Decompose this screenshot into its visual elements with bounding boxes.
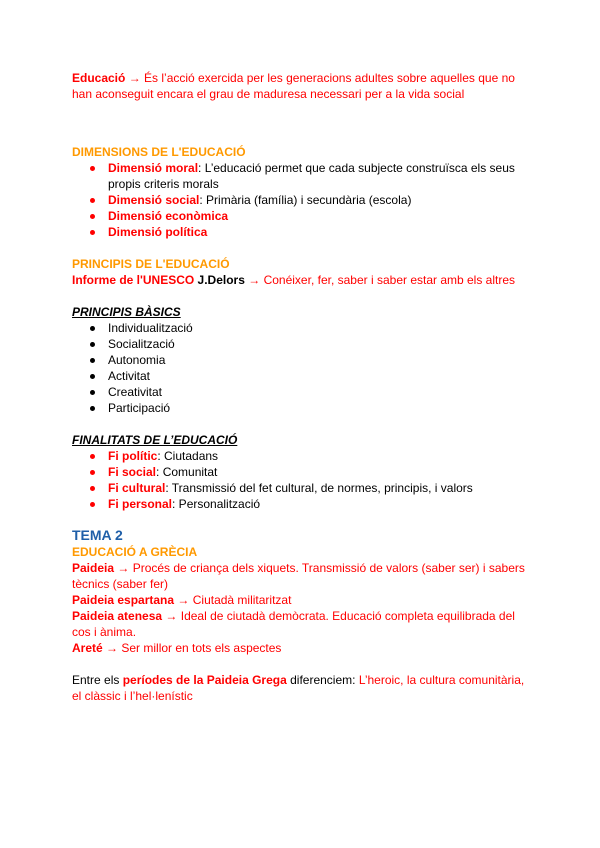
fi-text: : Personalització	[172, 497, 261, 511]
entry-arrow: →	[162, 609, 181, 623]
paideia-entry	[72, 560, 532, 592]
list-item	[72, 464, 532, 480]
list-item	[72, 192, 532, 208]
list-item: Socialització	[72, 336, 532, 352]
periods-text: L’heroic, la cultura comunitària, el clàssic i l’hel·lenístic	[72, 673, 525, 703]
entry-term: Paideia espartana	[72, 593, 175, 607]
entry-arrow: →	[114, 561, 133, 575]
list-item	[72, 224, 532, 240]
fi-term: Fi social	[108, 465, 157, 479]
entry-arrow: →	[102, 641, 122, 655]
finalitats-list	[72, 448, 532, 512]
basics-list	[72, 320, 532, 416]
finalitats-heading: FINALITATS DE L’EDUCACIÓ	[72, 433, 238, 447]
dimensions-heading: DIMENSIONS DE L'EDUCACIÓ	[72, 145, 246, 159]
paideia-atenesa-entry	[72, 608, 532, 640]
dimension-term: Dimensió moral	[108, 161, 199, 175]
unesco-label: Informe de l'UNESCO	[72, 273, 195, 287]
fi-term: Fi cultural	[108, 481, 166, 495]
dimension-term: Dimensió política	[108, 225, 208, 239]
list-item: Individualització	[72, 320, 532, 336]
unesco-line	[72, 272, 532, 288]
dimension-text: : L’educació permet que cada subjecte construïsca els seus propis criteris morals	[108, 161, 515, 191]
principis-heading: PRINCIPIS DE L'EDUCACIÓ	[72, 257, 230, 271]
list-item: Participació	[72, 400, 532, 416]
unesco-author: J.Delors	[194, 273, 245, 287]
unesco-text: Conéixer, fer, saber i saber estar amb els altres	[263, 273, 516, 287]
list-item	[72, 448, 532, 464]
tema-title: TEMA 2	[72, 527, 123, 543]
entry-term: Paideia	[72, 561, 115, 575]
entry-arrow: →	[174, 593, 193, 607]
periods-term: períodes de la Paideia Grega	[122, 673, 287, 687]
document-page	[72, 70, 532, 704]
list-item	[72, 160, 532, 192]
dimensions-list	[72, 160, 532, 240]
fi-text: : Ciutadans	[157, 449, 219, 463]
entry-text: Ciutadà militaritzat	[192, 593, 292, 607]
intro-paragraph	[72, 70, 532, 102]
list-item: Creativitat	[72, 384, 532, 400]
entry-text: Procés de criança dels xiquets. Transmissió de valors (saber ser) i sabers tècnics (saber fer)	[72, 561, 525, 591]
list-item: Autonomia	[72, 352, 532, 368]
fi-text: : Transmissió del fet cultural, de normes, principis, i valors	[165, 481, 473, 495]
fi-term: Fi polític	[108, 449, 158, 463]
tema-subtitle: EDUCACIÓ A GRÈCIA	[72, 545, 198, 559]
dimension-term: Dimensió econòmica	[108, 209, 229, 223]
periods-paragraph	[72, 672, 532, 704]
list-item	[72, 480, 532, 496]
periods-lead: Entre els	[72, 673, 123, 687]
entry-text: Ideal de ciutadà demòcrata. Educació completa equilibrada del cos i ànima.	[72, 609, 515, 639]
list-item	[72, 208, 532, 224]
paideia-espartana-entry	[72, 592, 532, 608]
entry-term: Areté	[72, 641, 103, 655]
entry-term: Paideia atenesa	[72, 609, 163, 623]
entry-text: Ser millor en tots els aspectes	[121, 641, 282, 655]
basics-heading: PRINCIPIS BÀSICS	[72, 305, 181, 319]
intro-term: Educació	[72, 71, 126, 85]
unesco-arrow: →	[244, 273, 264, 287]
fi-text: : Comunitat	[156, 465, 218, 479]
dimension-term: Dimensió social	[108, 193, 200, 207]
intro-arrow: →	[125, 71, 145, 85]
arete-entry	[72, 640, 532, 656]
fi-term: Fi personal	[108, 497, 173, 511]
list-item: Activitat	[72, 368, 532, 384]
list-item	[72, 496, 532, 512]
periods-mid: diferenciem:	[286, 673, 359, 687]
intro-text: És l’acció exercida per les generacions adultes sobre aquelles que no han aconseguit encara el grau de maduresa necessari per a la vida social	[72, 71, 515, 101]
dimension-text: : Primària (família) i secundària (escola)	[199, 193, 412, 207]
